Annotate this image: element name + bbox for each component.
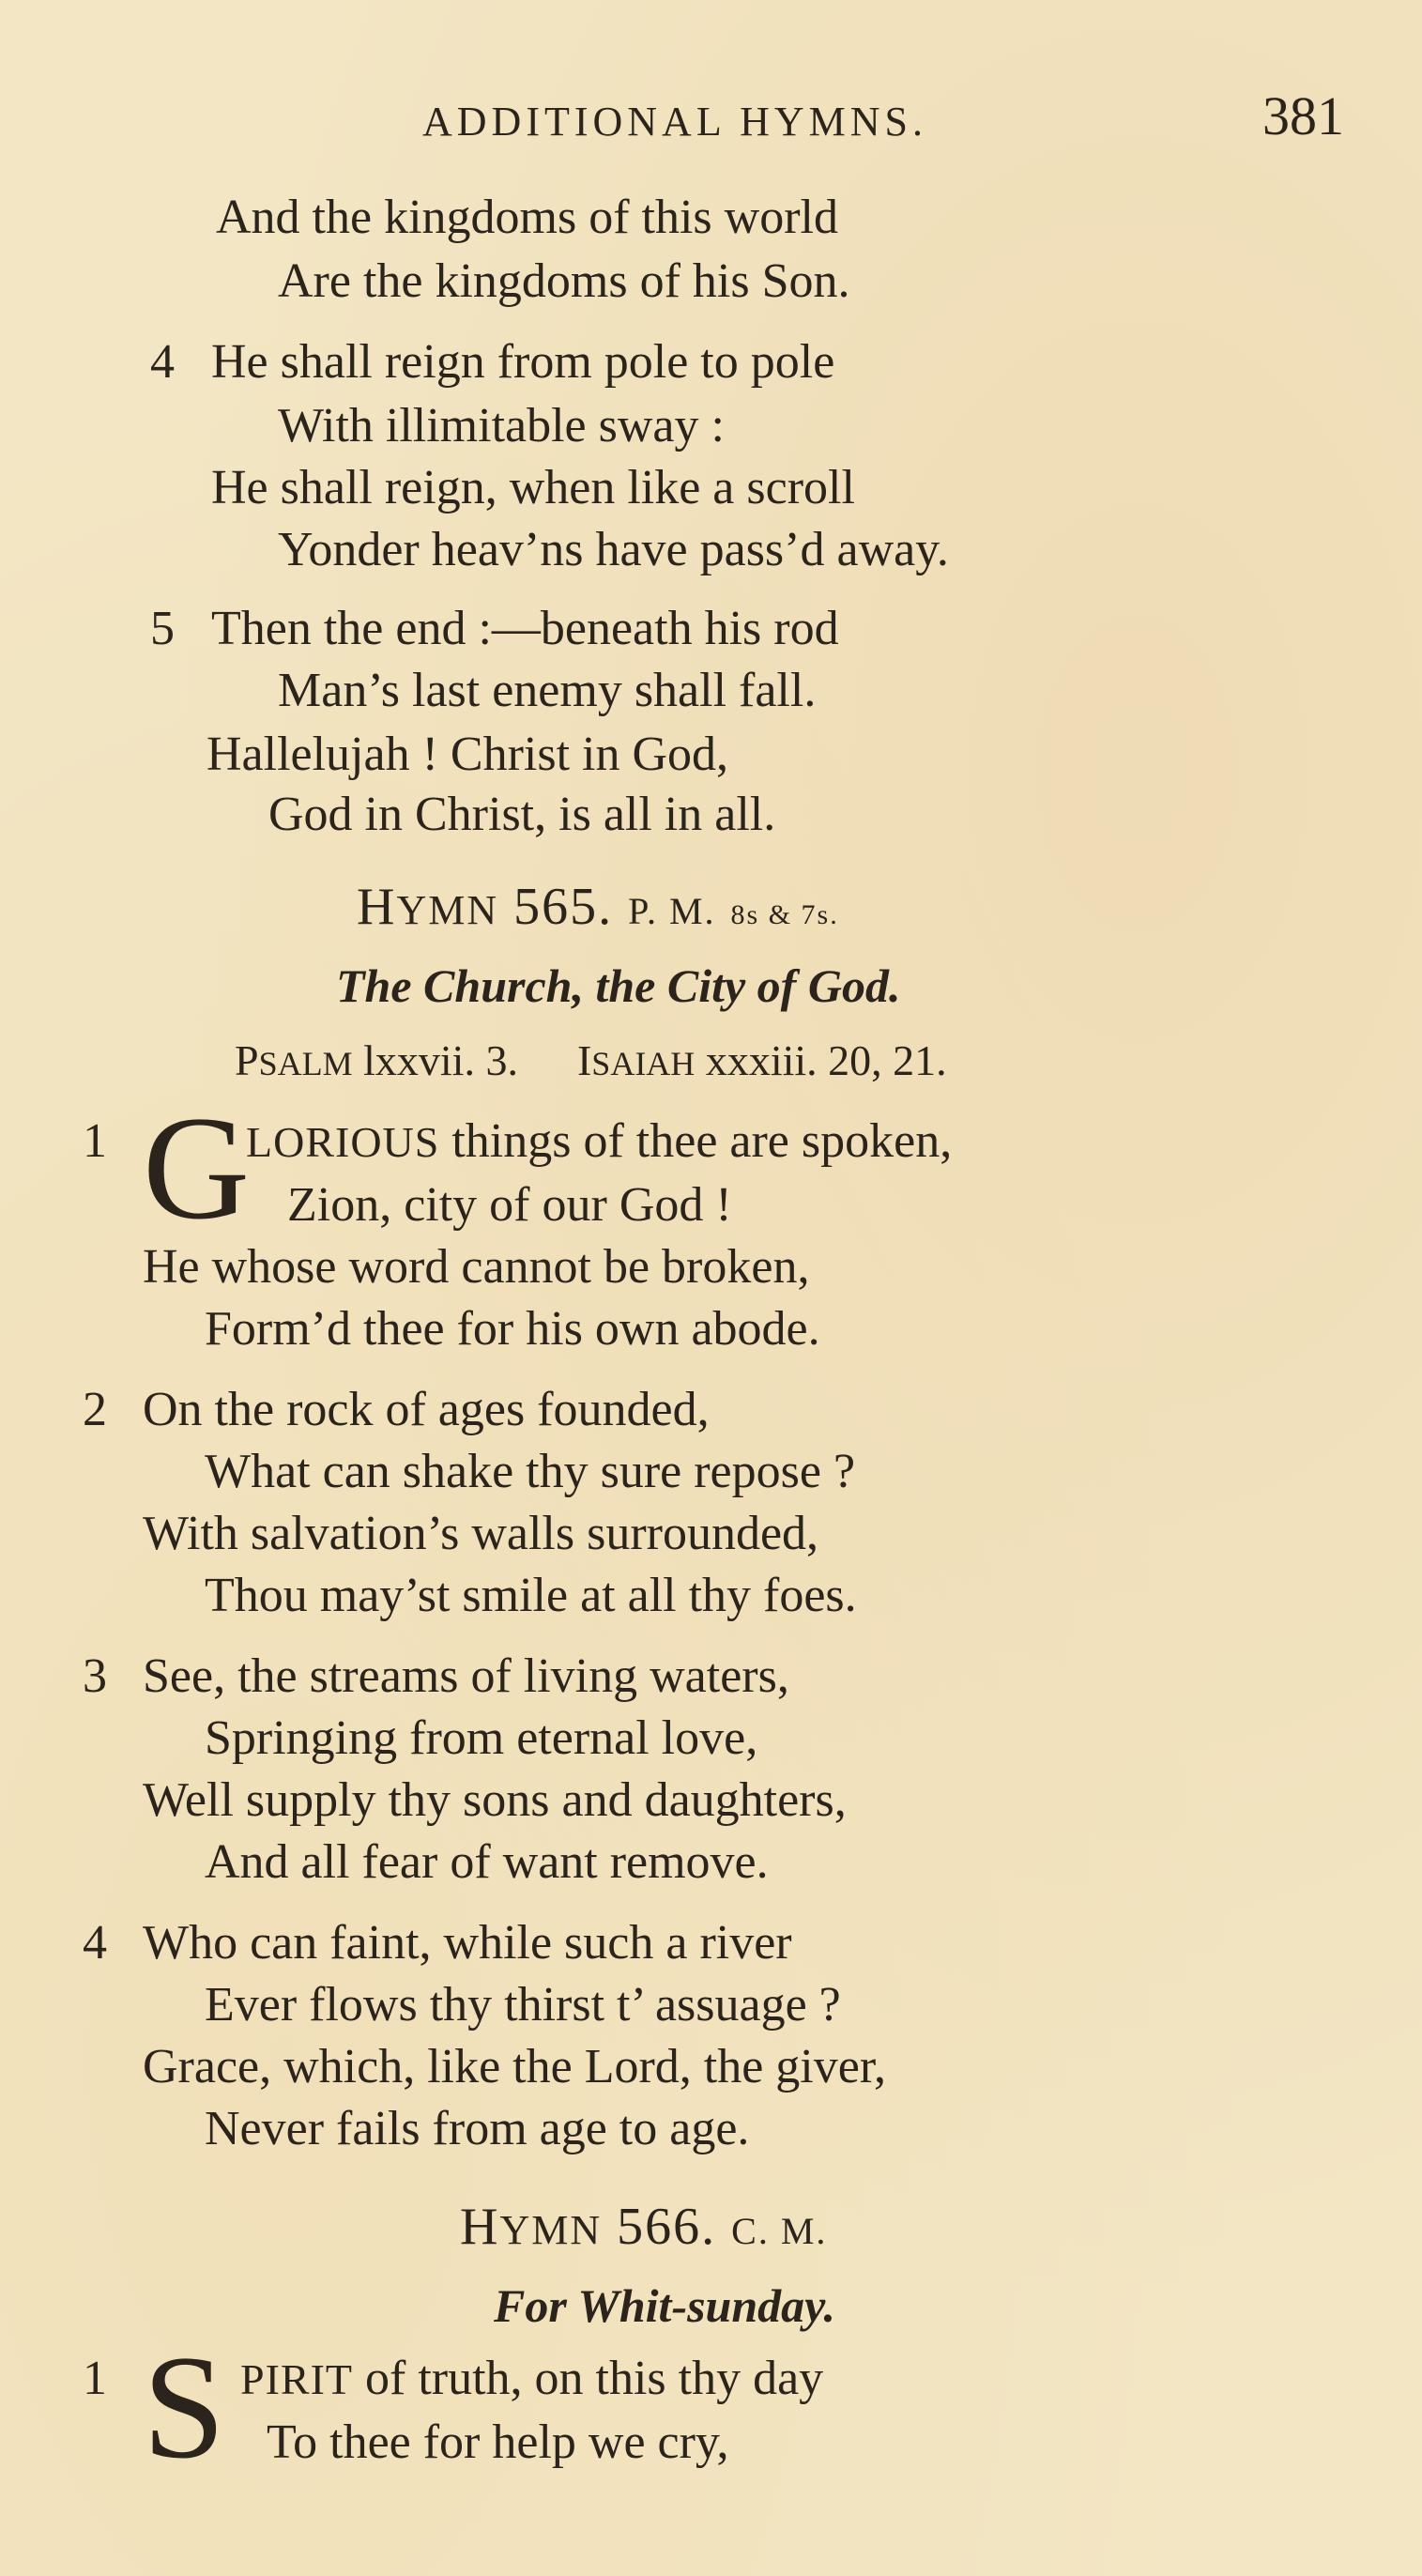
hymn-word-initial: H	[460, 2198, 500, 2256]
drop-cap: G	[143, 1086, 251, 1250]
cap-word: LORIOUS	[246, 1118, 440, 1166]
hymn-number: 565.	[513, 878, 614, 936]
cap-word: PIRIT	[240, 2355, 353, 2403]
line-rest: of truth, on this thy day	[353, 2352, 824, 2405]
verse-line	[246, 1113, 952, 1171]
verse-line: Springing from eternal love,	[205, 1711, 758, 1765]
verse-line	[240, 2351, 823, 2408]
verse-line: Ever flows thy thirst t’ assuage ?	[205, 1978, 841, 2032]
verse-number: 3	[83, 1649, 107, 1703]
verse-number: 2	[83, 1383, 107, 1436]
line-rest: things of thee are spoken,	[439, 1114, 953, 1168]
verse-line: And all fear of want remove.	[205, 1835, 769, 1889]
verse-line: Yonder heav’ns have pass’d away.	[278, 523, 949, 576]
verse-line: He whose word cannot be broken,	[143, 1240, 810, 1294]
verse-number: 1	[83, 2352, 107, 2405]
verse-line: God in Christ, is all in all.	[268, 788, 776, 841]
verse-line: With illimitable sway :	[278, 399, 725, 452]
hymn-565-title	[357, 879, 839, 943]
verse-line: Form’d thee for his own abode.	[205, 1302, 820, 1356]
verse-line: Who can faint, while such a river	[143, 1916, 792, 1970]
verse-number: 4	[83, 1916, 107, 1970]
running-title: ADDITIONAL HYMNS.	[422, 99, 927, 145]
verse-line: Grace, which, like the Lord, the giver,	[143, 2040, 887, 2093]
verse-line: Zion, city of our God !	[287, 1178, 732, 1232]
verse-line: He shall reign, when like a scroll	[211, 461, 855, 514]
hymn-meter: P. M.	[628, 890, 716, 932]
ref-psalm-rest: SALM	[258, 1045, 353, 1082]
ref-isaiah-cite: xxxiii. 20, 21.	[705, 1036, 947, 1084]
verse-line: Well supply thy sons and daughters,	[143, 1773, 847, 1827]
verse-line: He shall reign from pole to pole	[211, 335, 835, 389]
verse-number: 1	[83, 1114, 107, 1168]
ref-psalm-cite: lxxvii. 3.	[363, 1036, 518, 1084]
hymn-meter-detail: 8s & 7s.	[730, 899, 839, 930]
hymn-word-initial: H	[357, 878, 397, 936]
verse-line: Hallelujah ! Christ in God,	[206, 728, 729, 781]
ref-psalm-initial: P	[235, 1036, 259, 1084]
verse-line: Then the end :—beneath his rod	[211, 602, 839, 655]
verse-line: On the rock of ages founded,	[143, 1383, 710, 1436]
verse-line: To thee for help we cry,	[267, 2415, 729, 2469]
verse-number: 5	[150, 602, 175, 655]
verse-line: And the kingdoms of this world	[216, 191, 838, 244]
drop-cap: S	[143, 2325, 225, 2490]
hymn-word-rest: YMN	[396, 887, 499, 933]
verse-number: 4	[150, 335, 175, 389]
hymn-number: 566.	[617, 2198, 717, 2256]
hymn-meter: C. M.	[731, 2210, 828, 2252]
verse-line: With salvation’s walls surrounded,	[143, 1507, 819, 1560]
verse-line: Never fails from age to age.	[205, 2102, 750, 2155]
hymn-566-subtitle: For Whit-sunday.	[494, 2279, 836, 2332]
verse-line: Are the kingdoms of his Son.	[278, 254, 850, 308]
hymn-566-title	[460, 2199, 827, 2260]
ref-isaiah-rest: SAIAH	[591, 1045, 696, 1082]
verse-line: Thou may’st smile at all thy foes.	[205, 1569, 857, 1622]
hymn-565-subtitle: The Church, the City of God.	[336, 959, 901, 1012]
verse-line: See, the streams of living waters,	[143, 1649, 789, 1703]
verse-line: Man’s last enemy shall fall.	[278, 664, 817, 717]
page-number: 381	[1262, 85, 1344, 146]
ref-isaiah-initial: I	[576, 1036, 592, 1084]
verse-line: What can shake thy sure repose ?	[205, 1445, 856, 1498]
scripture-reference	[235, 1033, 947, 1092]
hymn-word-rest: YMN	[499, 2207, 603, 2253]
